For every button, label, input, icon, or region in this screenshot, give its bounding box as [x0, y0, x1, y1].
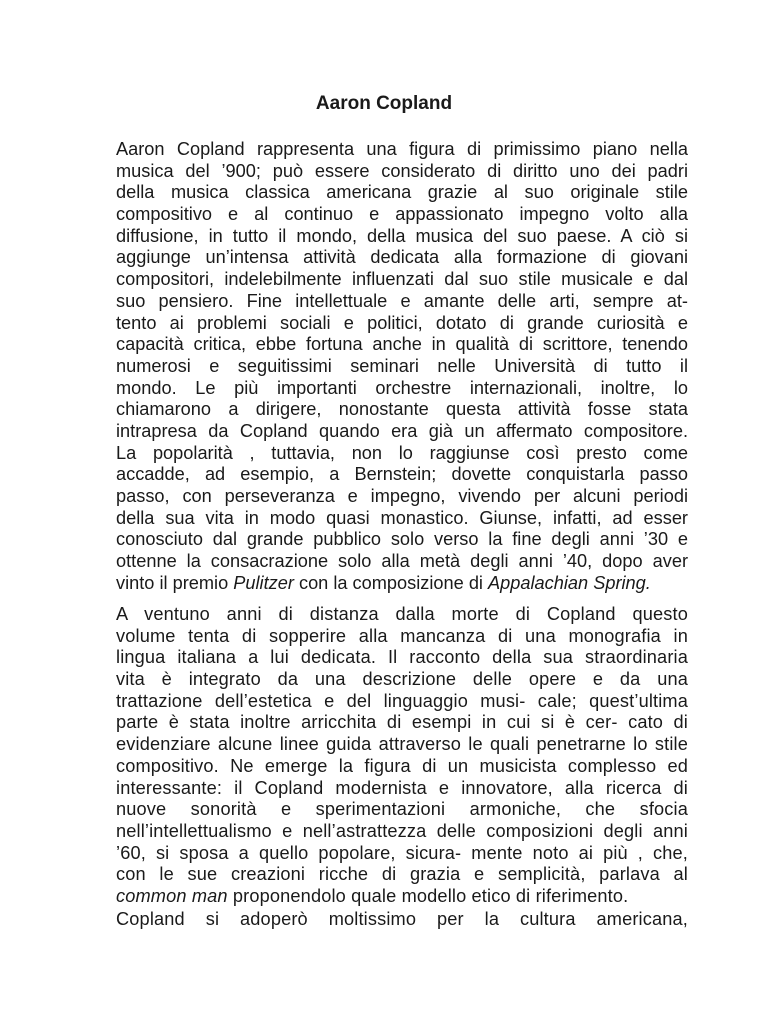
text-run: vinto il premio	[116, 572, 234, 593]
text-line: compositivo. Ne emerge la figura di un musicista complesso ed	[116, 755, 688, 776]
text-line: parte è stata inoltre arricchita di esempi in cui si è cer- cato di	[116, 712, 688, 733]
text-run: proponendolo quale modello etico di riferimento.	[227, 885, 629, 906]
text-line: interessante: il Copland modernista e innovatore, alla ricerca di	[116, 777, 688, 798]
text-line: Aaron Copland rappresenta una figura di primissimo piano nella	[116, 139, 688, 159]
paragraph-1	[116, 139, 688, 594]
text-line: mondo. Le più importanti orchestre internazionali, inoltre, lo	[116, 377, 688, 398]
italic-phrase: common man	[116, 885, 228, 906]
text-line: ’60, si sposa a quello popolare, sicura- mente noto ai più , che,	[116, 842, 688, 863]
text-line: aggiunge un’intensa attività dedicata alla formazione di giovani	[116, 247, 688, 268]
text-line: compositivo e al continuo e appassionato impegno volto alla	[116, 204, 688, 225]
text-line: della musica classica americana grazie al suo originale stile	[116, 182, 688, 203]
text-line: evidenziare alcune linee guida attraverso le quali penetrarne lo stile	[116, 734, 688, 755]
italic-title: Pulitzer	[233, 572, 294, 593]
text-line	[116, 573, 688, 595]
text-line: Copland si adoperò moltissimo per la cultura americana,	[116, 909, 688, 929]
text-line: della sua vita in modo quasi monastico. Giunse, infatti, ad esser	[116, 507, 688, 528]
text-line: diffusione, in tutto il mondo, della musica del suo paese. A ciò si	[116, 225, 688, 246]
text-line: nuove sonorità e sperimentazioni armoniche, che sfocia	[116, 799, 688, 820]
text-line: numerosi e seguitissimi seminari nelle Università di tutto il	[116, 355, 688, 376]
text-line: con le sue creazioni ricche di grazia e semplicità, parlava al	[116, 864, 688, 885]
paragraph-2	[116, 604, 688, 908]
text-line: accadde, ad esempio, a Bernstein; dovette conquistarla passo	[116, 464, 688, 485]
text-run: con la composizione di	[293, 572, 489, 593]
text-line: musica del ’900; può essere considerato di diritto uno dei padri	[116, 160, 688, 181]
text-line: capacità critica, ebbe fortuna anche in qualità di scrittore, tenendo	[116, 334, 688, 355]
text-line: nell’intellettualismo e nell’astrattezza delle composizioni degli anni	[116, 820, 688, 841]
italic-title: Appalachian Spring.	[488, 572, 651, 593]
text-line: intrapresa da Copland quando era già un affermato compositore.	[116, 420, 688, 441]
text-line: passo, con perseveranza e impegno, vivendo per alcuni periodi	[116, 486, 688, 506]
text-line: vita è integrato da una descrizione delle opere e da una	[116, 669, 688, 690]
text-line: volume tenta di sopperire alla mancanza di una monografia in	[116, 625, 688, 646]
text-line: lingua italiana a lui dedicata. Il racconto della sua straordinaria	[116, 647, 688, 668]
text-line: suo pensiero. Fine intellettuale e amante delle arti, sempre at-	[116, 290, 688, 311]
paragraph-3	[116, 909, 688, 931]
text-line: A ventuno anni di distanza dalla morte di Copland questo	[116, 604, 688, 624]
text-line: conosciuto dal grande pubblico solo verso la fine degli anni ’30 e	[116, 529, 688, 550]
text-line: compositori, indelebilmente influenzati dal suo stile musicale e dal	[116, 269, 688, 290]
text-line: tento ai problemi sociali e politici, dotato di grande curiosità e	[116, 312, 688, 333]
text-line: La popolarità , tuttavia, non lo raggiunse così presto come	[116, 442, 688, 463]
page-title: Aaron Copland	[315, 93, 453, 114]
text-line: chiamarono a dirigere, nonostante questa attività fosse stata	[116, 399, 688, 420]
text-line: trattazione dell’estetica e del linguaggio musi- cale; quest’ultima	[116, 690, 688, 711]
text-line	[116, 886, 688, 908]
text-line: ottenne la consacrazione solo alla metà degli anni ’40, dopo aver	[116, 551, 688, 572]
